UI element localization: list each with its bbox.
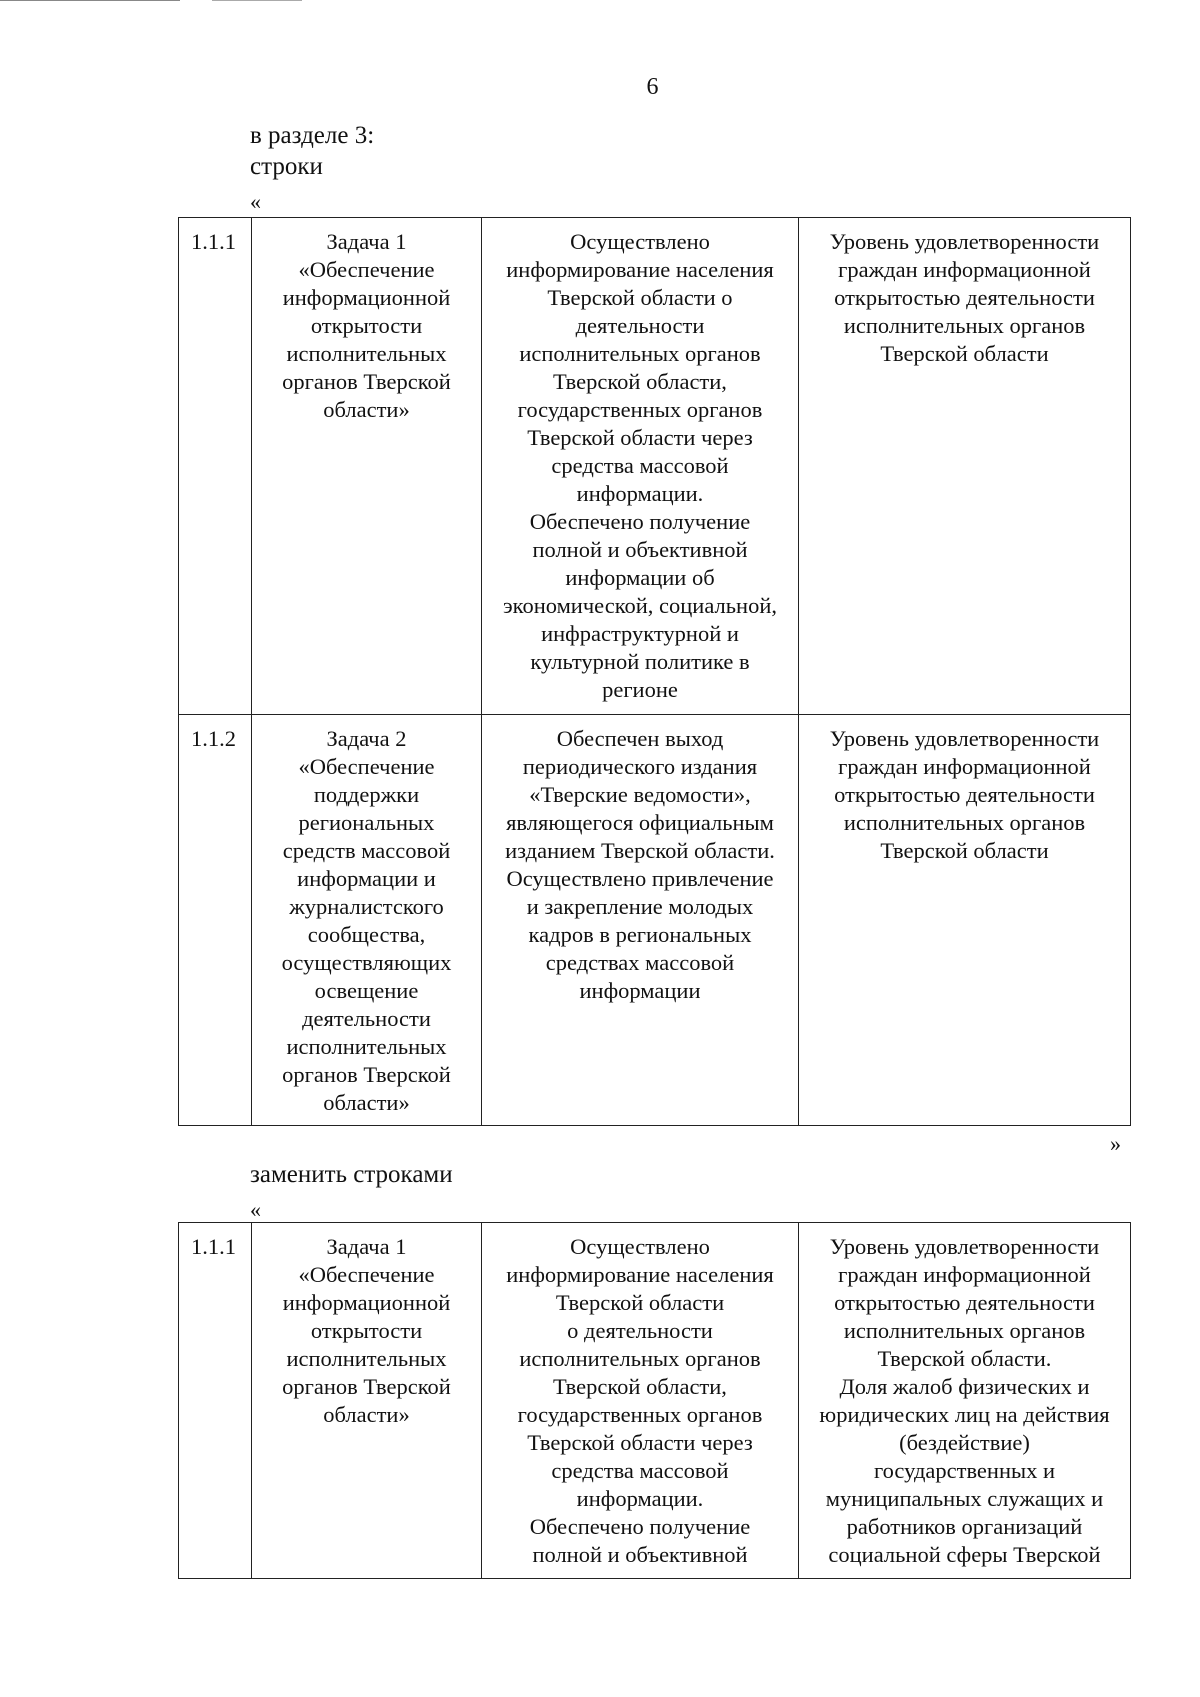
section-heading: в разделе 3: — [250, 122, 375, 149]
close-quote: » — [1110, 1131, 1121, 1156]
row-number: 1.1.2 — [179, 715, 252, 1126]
table-row — [179, 715, 1131, 1126]
result-cell: Обеспечен выход периодического издания «Тверские ведомости», являющегося официальным изданием Тверской области. Осуществлено привлечение и закрепление молодых кадров в региональных средствах массовой информации — [482, 715, 799, 1126]
row-number: 1.1.1 — [179, 218, 252, 715]
page-number: 6 — [646, 74, 659, 100]
rows-label: строки — [250, 153, 323, 180]
indicator-cell: Уровень удовлетворенности граждан информационной открытостью деятельности исполнительных органов Тверской области — [799, 715, 1131, 1126]
scan-edge-mark — [212, 0, 302, 1]
old-rows-table — [178, 217, 1131, 1126]
task-cell: Задача 1 «Обеспечение информационной открытости исполнительных органов Тверской области» — [252, 218, 482, 715]
result-cell: Осуществлено информирование населения Тверской области о деятельности исполнительных органов Тверской области, государственных органов Тверской области через средства массовой информации. Обеспечено получение полной и объективной — [482, 1223, 799, 1579]
indicator-cell: Уровень удовлетворенности граждан информационной открытостью деятельности исполнительных органов Тверской области — [799, 218, 1131, 715]
indicator-cell: Уровень удовлетворенности граждан информационной открытостью деятельности исполнительных органов Тверской области. Доля жалоб физических и юридических лиц на действия (бездействие) государственных и муниципальных служащих и работников организаций социальной сферы Тверской — [799, 1223, 1131, 1579]
task-cell: Задача 1 «Обеспечение информационной открытости исполнительных органов Тверской области» — [252, 1223, 482, 1579]
row-number: 1.1.1 — [179, 1223, 252, 1579]
result-cell: Осуществлено информирование населения Тверской области о деятельности исполнительных органов Тверской области, государственных органов Тверской области через средства массовой информации. Обеспечено получение полной и объективной информации об экономической, социальной, инфраструктурной и культурной политике в регионе — [482, 218, 799, 715]
open-quote: « — [250, 1197, 261, 1222]
task-cell: Задача 2 «Обеспечение поддержки региональных средств массовой информации и журналистского сообщества, осуществляющих освещение деятельности исполнительных органов Тверской области» — [252, 715, 482, 1126]
replace-heading: заменить строками — [250, 1161, 453, 1188]
table-row — [179, 218, 1131, 715]
open-quote: « — [250, 189, 261, 214]
new-rows-table — [178, 1222, 1131, 1579]
scan-edge-mark — [0, 0, 180, 1]
table-row — [179, 1223, 1131, 1579]
